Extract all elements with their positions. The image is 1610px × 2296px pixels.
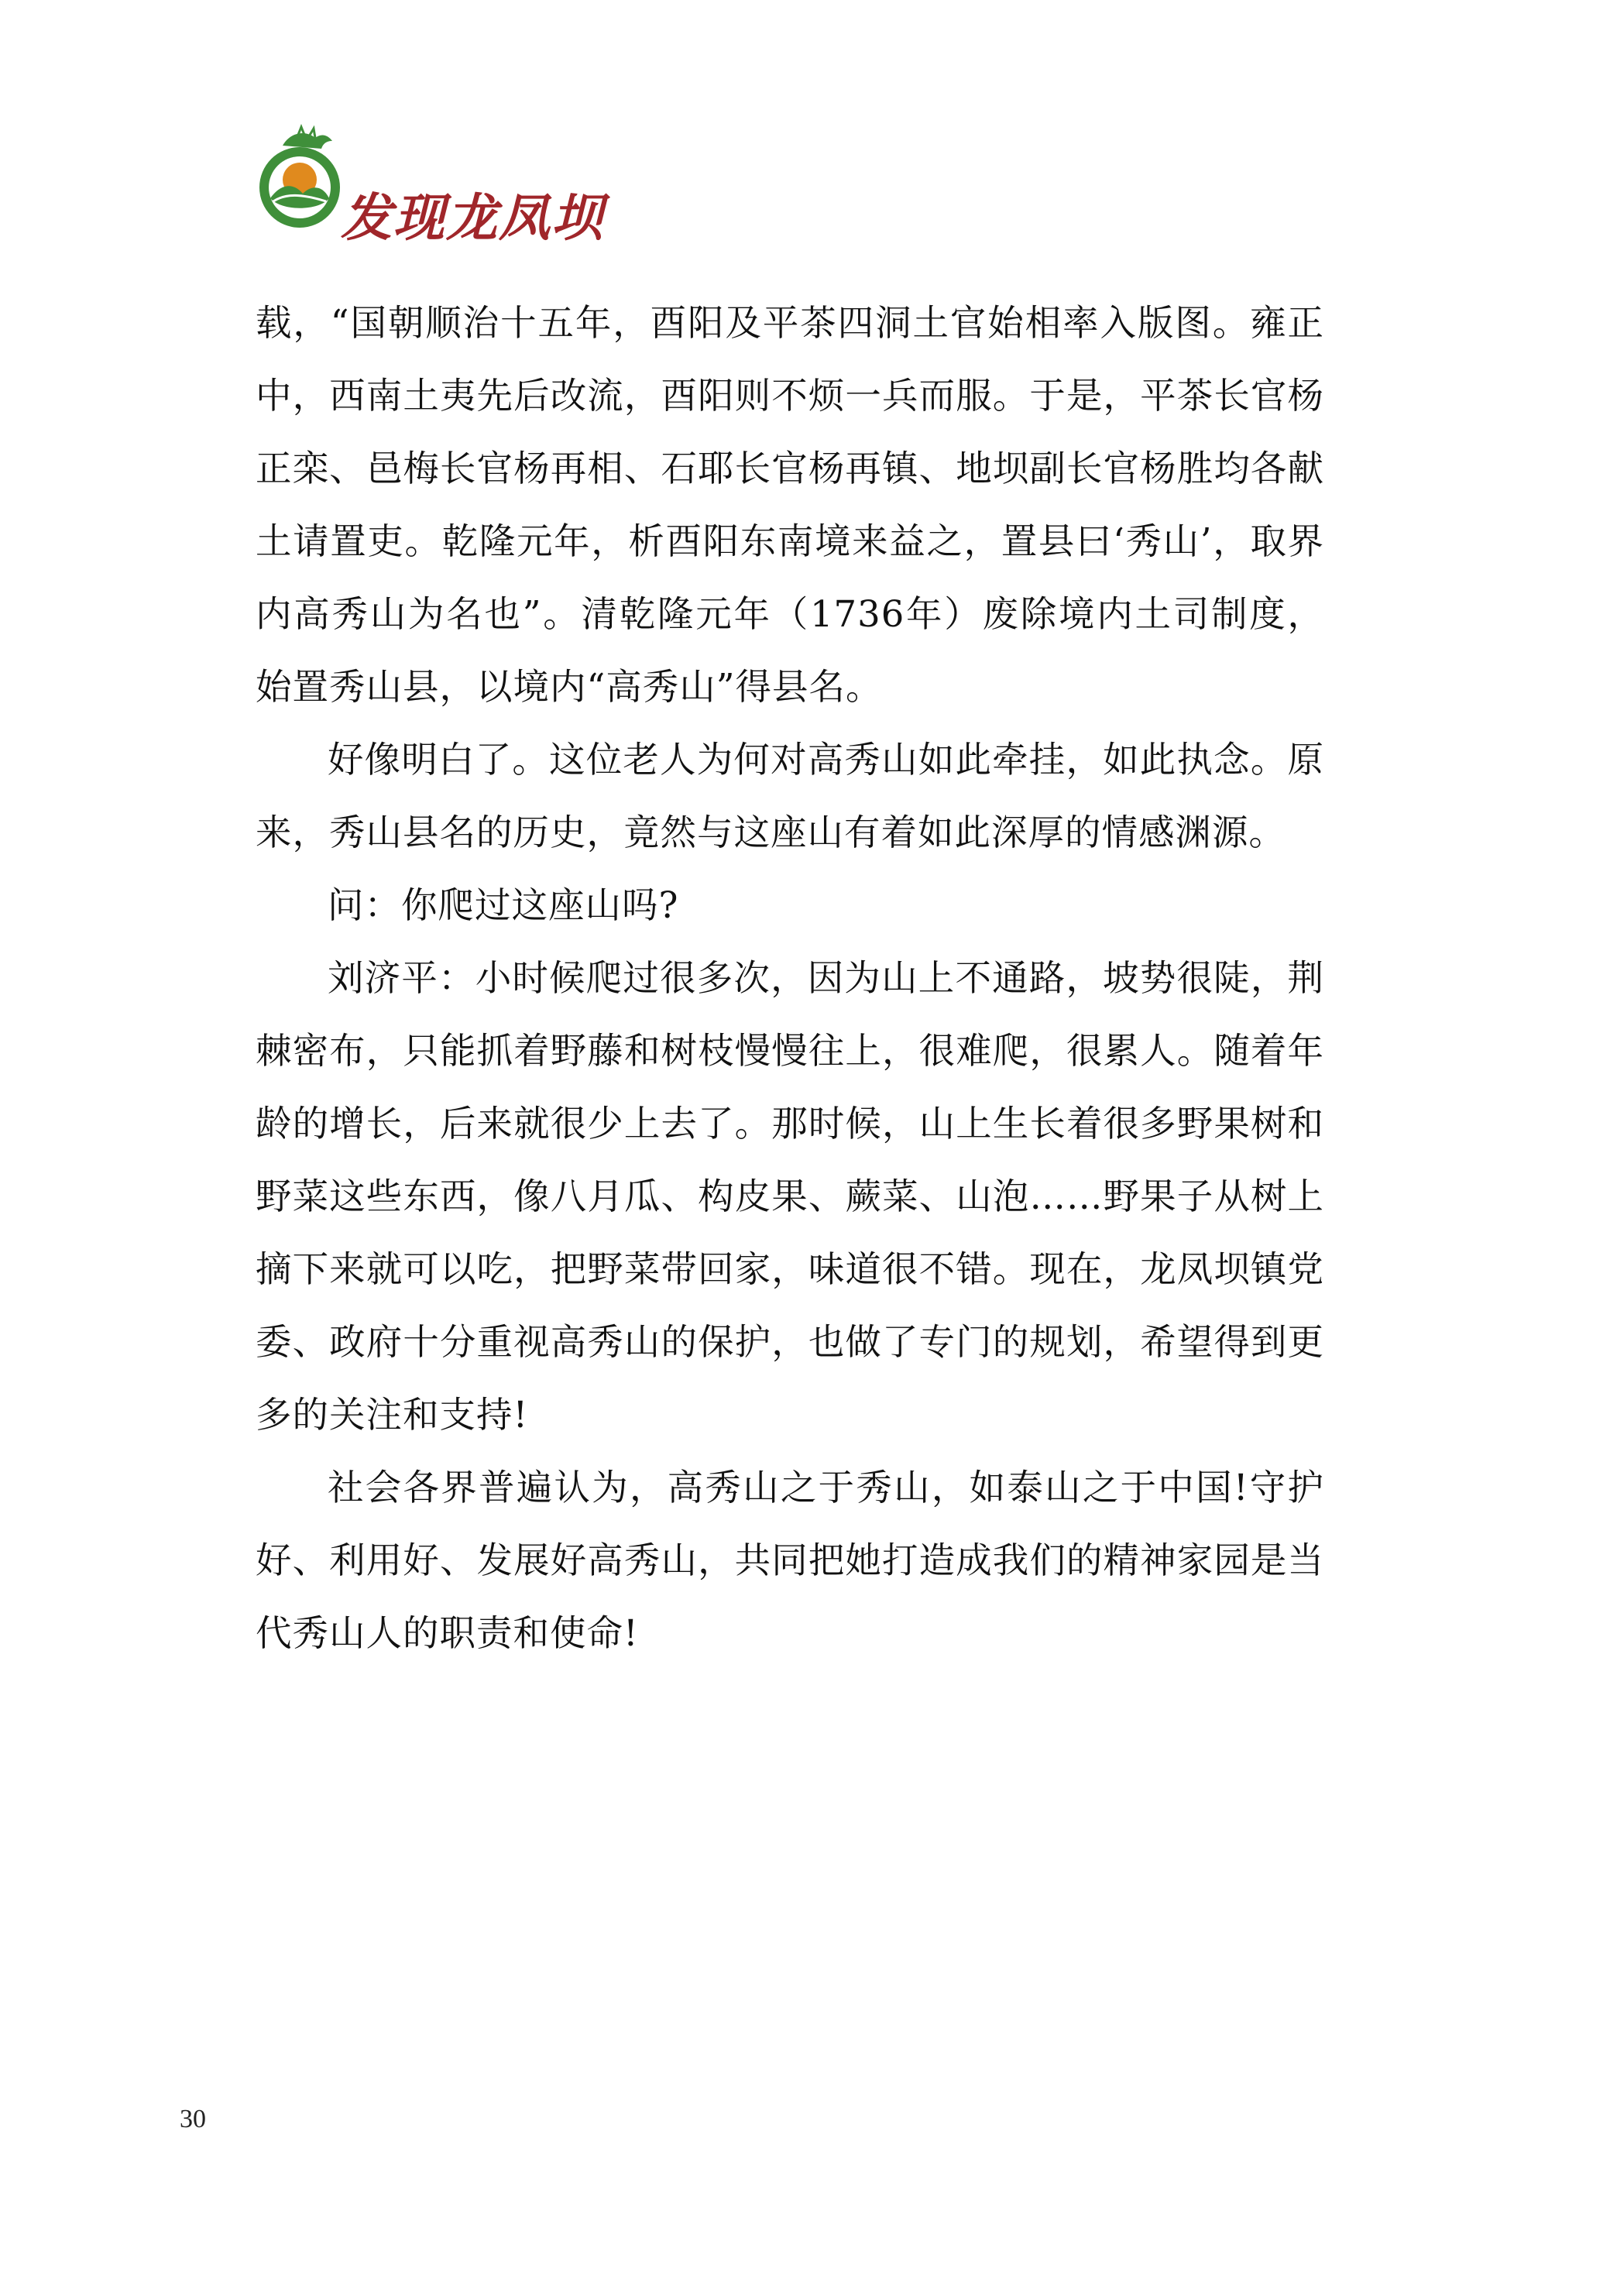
page-number: 30 (180, 2105, 206, 2133)
paragraph: 问：你爬过这座山吗? (328, 884, 679, 926)
paragraph: 载，“国朝顺治十五年，酉阳及平茶四洞土官始相率入版图。雍正中，西南土夷先后改流，酉阳则不烦一兵而服。于是，平茶长官杨正栾、邑梅长官杨再相、石耶长官杨再镇、地坝副长官杨胜均各献土请置吏。乾隆元年，析酉阳东南境来益之，置县曰‘秀山’，取界内高秀山为名也”。清乾隆元年（1736年）废除境内土司制度，始置秀山县，以境内“高秀山”得县名。 (256, 302, 1324, 708)
paragraph: 好像明白了。这位老人为何对高秀山如此牵挂，如此执念。原来，秀山县名的历史，竟然与这座山有着如此深厚的情感渊源。 (256, 739, 1324, 853)
logo-emblem-icon (252, 124, 352, 232)
article-body (256, 287, 1324, 1670)
logo-title: 发现龙凤坝 (341, 187, 604, 248)
page-header (252, 124, 608, 248)
paragraph: 社会各界普遍认为，高秀山之于秀山，如泰山之于中国!守护好、利用好、发展好高秀山，共同把她打造成我们的精神家园是当代秀山人的职责和使命! (256, 1467, 1324, 1654)
paragraph: 刘济平：小时候爬过很多次，因为山上不通路，坡势很陡，荆棘密布，只能抓着野藤和树枝慢慢往上，很难爬，很累人。随着年龄的增长，后来就很少上去了。那时候，山上生长着很多野果树和野菜这些东西，像八月瓜、构皮果、蕨菜、山泡……野果子从树上摘下来就可以吃，把野菜带回家，味道很不错。现在，龙凤坝镇党委、政府十分重视高秀山的保护，也做了专门的规划，希望得到更多的关注和支持! (256, 957, 1324, 1436)
